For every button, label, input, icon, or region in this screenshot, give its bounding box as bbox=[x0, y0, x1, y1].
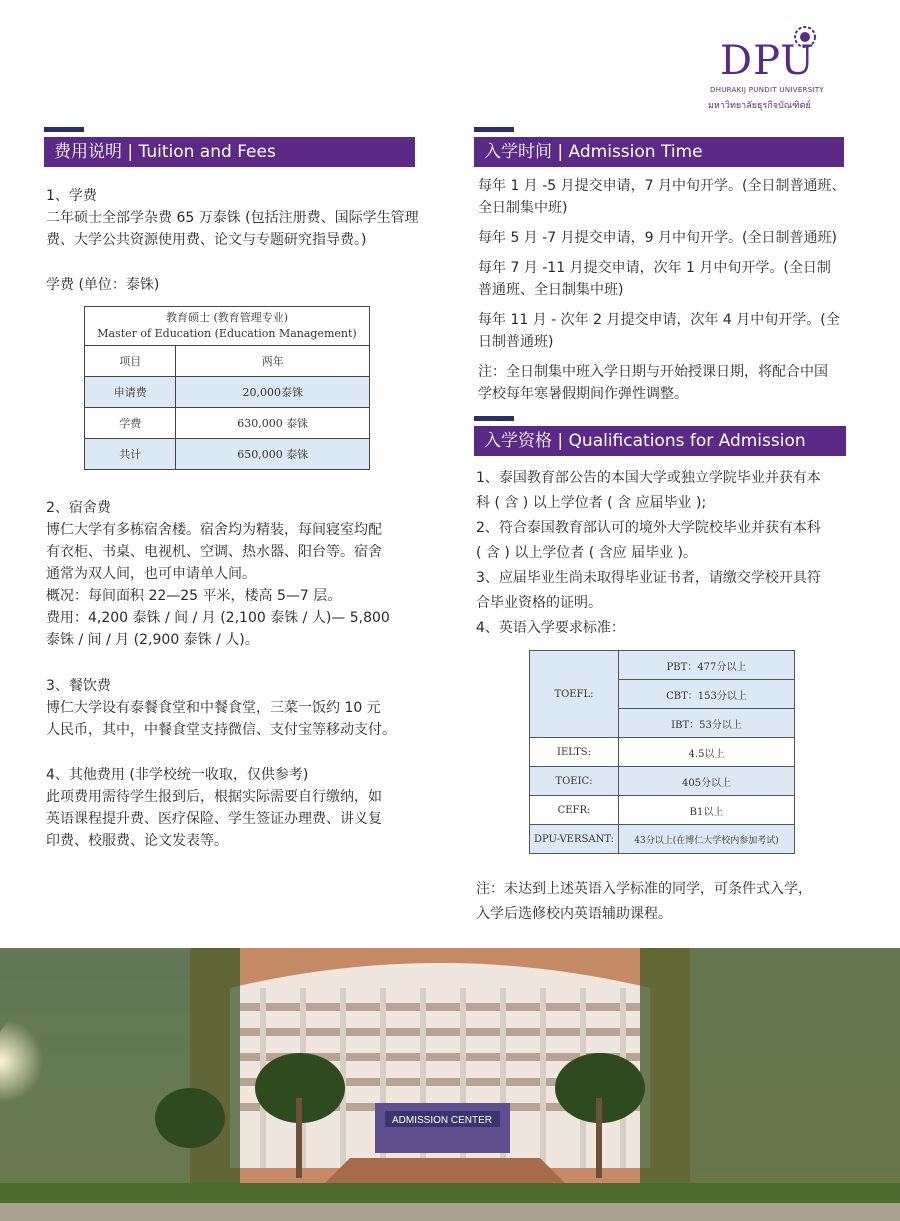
english-note bbox=[476, 877, 866, 927]
list-item bbox=[478, 175, 868, 219]
list-item bbox=[478, 227, 868, 249]
dorm-title: 2、宿舍费 bbox=[46, 500, 111, 516]
other-fees-title: 4、其他费用 (非学校统一收取，仅供参考) bbox=[46, 767, 309, 783]
logo-university-th: มหาวิทยาลัยธุรกิจบัณฑิตย์ bbox=[708, 101, 811, 111]
tuition-unit-label: 学费 (单位：泰铢) bbox=[46, 277, 160, 293]
admission-time-line: 每年 5 月 -7 月提交申请，9 月中旬开学。(全日制普通班) bbox=[478, 230, 837, 246]
table-row bbox=[530, 796, 795, 825]
table-cell: 650,000 泰铢 bbox=[176, 439, 370, 470]
admission-time-line: 每年 7 月 -11 月提交申请，次年 1 月中旬开学。(全日制 bbox=[478, 260, 831, 276]
tuition-table bbox=[84, 306, 370, 470]
admission-time-line: 每年 1 月 -5 月提交申请，7 月中旬开学。(全日制普通班、 bbox=[478, 178, 846, 194]
table-cell: B1以上 bbox=[619, 796, 795, 825]
dining-title: 3、餐饮费 bbox=[46, 678, 111, 694]
table-cell: PBT：477分以上 bbox=[619, 651, 795, 680]
admission-time-line: 每年 11 月 - 次年 2 月提交申请，次年 4 月中旬开学。(全 bbox=[478, 312, 840, 328]
admission-time-header: 入学时间 | Admission Time bbox=[474, 137, 844, 167]
qualification-line: 3、应届毕业生尚未取得毕业证书者，请缴交学校开具符 bbox=[476, 570, 821, 586]
tuition-table-title-cn: 教育硕士 (教育管理专业) bbox=[165, 311, 289, 324]
table-row bbox=[85, 346, 370, 377]
table-cell: IBT：53分以上 bbox=[619, 709, 795, 738]
english-requirements-table bbox=[529, 650, 795, 854]
campus-photo bbox=[0, 948, 900, 1221]
qualifications-list bbox=[476, 466, 866, 641]
table-cell: 630,000 泰铢 bbox=[176, 408, 370, 439]
tuition-description: 二年硕士全部学杂费 65 万泰铢 (包括注册费、国际学生管理费、大学公共资源使用费、论文与专题研究指导费。) bbox=[46, 210, 419, 248]
list-item bbox=[478, 257, 868, 301]
english-note-line: 入学后选修校内英语辅助课程。 bbox=[476, 906, 672, 922]
table-cell: 43分以上(在博仁大学校内参加考试) bbox=[619, 825, 795, 854]
table-cell: 405分以上 bbox=[619, 767, 795, 796]
table-row bbox=[85, 377, 370, 408]
table-cell: CBT：153分以上 bbox=[619, 680, 795, 709]
dorm-line: 有衣柜、书桌、电视机、空调、热水器、阳台等。宿舍 bbox=[46, 544, 382, 560]
col-header-item: 项目 bbox=[85, 346, 176, 377]
table-row bbox=[530, 651, 795, 680]
dining-section bbox=[46, 675, 426, 741]
table-cell: 申请费 bbox=[85, 377, 176, 408]
table-row bbox=[85, 408, 370, 439]
qualification-line: 科 ( 含 ) 以上学位者 ( 含 应届毕业 ); bbox=[476, 495, 707, 511]
other-fees-section bbox=[46, 764, 426, 852]
tuition-table-title-en: Master of Education (Education Management) bbox=[97, 327, 357, 340]
dorm-line: 通常为双人间，也可申请单人间。 bbox=[46, 566, 256, 582]
admission-time-line: 注：全日制集中班入学日期与开始授课日期，将配合中国 bbox=[478, 364, 828, 380]
qualification-line: ( 含 ) 以上学位者 ( 含应 届毕业 )。 bbox=[476, 545, 697, 561]
table-cell: 20,000泰铢 bbox=[176, 377, 370, 408]
admission-time-line: 普通班、全日制集中班) bbox=[478, 282, 624, 298]
table-row bbox=[530, 825, 795, 854]
tuition-fees-header: 费用说明 | Tuition and Fees bbox=[44, 137, 415, 167]
admission-time-list bbox=[478, 175, 868, 405]
admission-center-sign: ADMISSION CENTER bbox=[391, 1115, 493, 1126]
dining-line: 人民币，其中，中餐食堂支持微信、支付宝等移动支付。 bbox=[46, 722, 396, 738]
dorm-line: 费用：4,200 泰铢 / 间 / 月 (2,100 泰铢 / 人)— 5,800 bbox=[46, 610, 390, 626]
dorm-line: 泰铢 / 间 / 月 (2,900 泰铢 / 人)。 bbox=[46, 632, 259, 648]
admission-center-building-illustration bbox=[0, 948, 900, 1221]
toefl-label: TOEFL: bbox=[530, 651, 619, 738]
qualification-line: 2、符合泰国教育部认可的境外大学院校毕业并获有本科 bbox=[476, 520, 821, 536]
table-cell: 4.5以上 bbox=[619, 738, 795, 767]
tuition-table-title bbox=[85, 307, 370, 346]
logo-wordmark: DPU bbox=[720, 38, 815, 84]
table-row bbox=[530, 738, 795, 767]
other-fees-line: 此项费用需待学生报到后，根据实际需要自行缴纳，如 bbox=[46, 789, 382, 805]
table-cell: TOEIC: bbox=[530, 767, 619, 796]
admission-time-line: 学校每年寒暑假期间作弹性调整。 bbox=[478, 386, 688, 402]
qualifications-header: 入学资格 | Qualifications for Admission bbox=[474, 426, 846, 456]
section-accent-bar bbox=[474, 416, 514, 421]
section-accent-bar bbox=[474, 127, 514, 132]
table-cell: IELTS: bbox=[530, 738, 619, 767]
table-cell: 学费 bbox=[85, 408, 176, 439]
table-row bbox=[530, 767, 795, 796]
admission-time-line: 日制普通班) bbox=[478, 334, 554, 350]
table-cell: DPU-VERSANT: bbox=[530, 825, 619, 854]
col-header-value: 两年 bbox=[176, 346, 370, 377]
logo-university-en: DHURAKIJ PUNDIT UNIVERSITY bbox=[710, 86, 824, 94]
dorm-line: 博仁大学有多栋宿舍楼。宿舍均为精装，每间寝室均配 bbox=[46, 522, 382, 538]
qualification-line: 合毕业资格的证明。 bbox=[476, 595, 602, 611]
list-item bbox=[478, 309, 868, 353]
admission-time-note bbox=[478, 361, 868, 405]
tuition-title: 1、学费 bbox=[46, 188, 97, 204]
tuition-section bbox=[46, 185, 421, 251]
dining-line: 博仁大学设有泰餐食堂和中餐食堂，三菜一饭约 10 元 bbox=[46, 700, 381, 716]
section-accent-bar bbox=[44, 127, 84, 132]
dorm-line: 概况：每间面积 22—25 平米，楼高 5—7 层。 bbox=[46, 588, 342, 604]
other-fees-line: 印费、校服费、论文发表等。 bbox=[46, 833, 228, 849]
table-cell: 共计 bbox=[85, 439, 176, 470]
admission-time-line: 全日制集中班) bbox=[478, 200, 568, 216]
table-row bbox=[85, 439, 370, 470]
university-logo bbox=[700, 24, 880, 114]
qualification-line: 1、泰国教育部公告的本国大学或独立学院毕业并获有本 bbox=[476, 470, 821, 486]
other-fees-line: 英语课程提升费、医疗保险、学生签证办理费、讲义复 bbox=[46, 811, 382, 827]
english-note-line: 注：未达到上述英语入学标准的同学，可条件式入学， bbox=[476, 881, 812, 897]
qualification-line: 4、英语入学要求标准： bbox=[476, 620, 625, 636]
table-cell: CEFR: bbox=[530, 796, 619, 825]
dorm-section bbox=[46, 497, 426, 651]
